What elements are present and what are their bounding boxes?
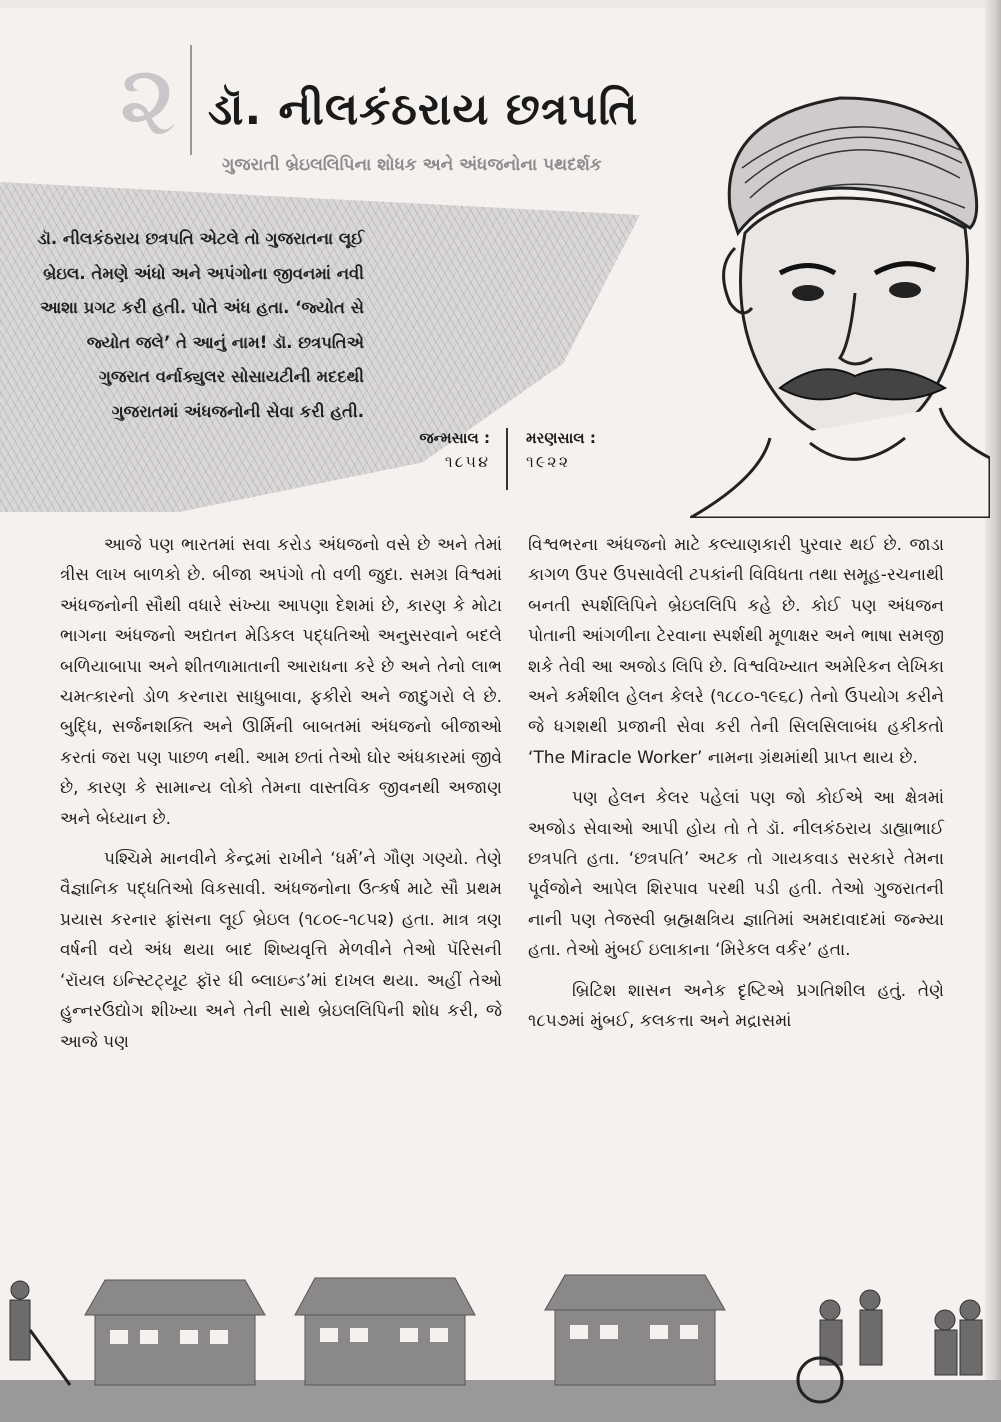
body-paragraph: પણ હેલન કેલર પહેલાં પણ જો કોઈએ આ ક્ષેત્રમાં અજોડ સેવાઓ આપી હોય તો તે ડૉ. નીલકંઠરાય ડાહ્યાભાઈ છત્રપતિ હતા. ‘છત્રપતિ’ અટક તો ગાયકવાડ સરકારે તેમના પૂર્વજોને આપેલ શિરપાવ પરથી પડી હતી. તેઓ ગુજરાતની નાની પણ તેજસ્વી બ્રહ્મક્ષત્રિય જ્ઞાતિમાં અમદાવાદમાં જન્મ્યા હતા. તેઓ મુંબઈ ઇલાકાના ‘મિરેકલ વર્કર’ હતા. xyxy=(528,788,944,961)
body-paragraph: આજે પણ ભારતમાં સવા કરોડ અંધજનો વસે છે અને તેમાં ત્રીસ લાખ બાળકો છે. બીજા અપંગો તો વળી જુદા. સમગ્ર વિશ્વમાં અંધજનોની સૌથી વધારે સંખ્યા આપણા દેશમાં છે, કારણ કે મોટા ભાગના અંધજનો અદ્યતન મેડિકલ પદ્ધતિઓ અનુસરવાને બદલે બળિયાબાપા અને શીતળામાતાની આરાધના કરે છે અને તેનો લાભ ચમત્કારનો ડોળ કરનારા સાધુબાવા, ફકીરો અને જાદુગરો લે છે. બુદ્ધિ, સર્જનશક્તિ અને ઊર્મિની બાબતમાં અંધજનો બીજાઓ કરતાં જરા પણ પાછળ નથી. આમ છતાં તેઓ ઘોર અંધકારમાં જીવે છે, કારણ કે સામાન્ય લોકો તેમના વાસ્તવિક જીવનથી અજાણ અને બેધ્યાન છે. xyxy=(60,535,502,829)
intro-paragraph: ડૉ. નીલકંઠરાય છત્રપતિ એટલે તો ગુજરાતના લૂઈ બ્રેઇલ. તેમણે અંધો અને અપંગોના જીવનમાં નવી આશા પ્રગટ કરી હતી. પોતે અંધ હતા. ‘જ્યોત સે જ્યોત જલે’ તે આનું નામ! ડૉ. છત્રપતિએ ગુજરાત વર્નાક્યુલર સોસાયટીની મદદથી ગુજરાતમાં અંધજનોની સેવા કરી હતી. xyxy=(37,229,364,421)
page-title: ડૉ. નીલકંઠરાય છત્રપતિ xyxy=(208,84,639,135)
body-column-left xyxy=(60,530,502,1067)
page-subtitle: ગુજરાતી બ્રેઇલલિપિના શોધક અને અંધજનોના પથદર્શક xyxy=(222,155,602,175)
body-paragraph: પશ્ચિમે માનવીને કેન્દ્રમાં રાખીને ‘ધર્મ’ને ગૌણ ગણ્યો. તેણે વૈજ્ઞાનિક પદ્ધતિઓ વિકસાવી. અંધજનોના ઉત્કર્ષ માટે સૌ પ્રથમ પ્રયાસ કરનાર ફ્રાંસના લૂઈ બ્રેઇલ (૧૮૦૯-૧૮૫૨) હતા. માત્ર ત્રણ વર્ષની વયે અંધ થયા બાદ શિષ્યવૃત્તિ મેળવીને તેઓ પૅરિસની ‘રૉયલ ઇન્સ્ટિટ્યૂટ ફૉર ધી બ્લાઇન્ડ’માં દાખલ થયા. અહીં તેઓ હુન્નરઉદ્યોગ શીખ્યા અને તેની સાથે બ્રેઇલલિપિની શોધ કરી, જે આજે પણ xyxy=(60,849,502,1052)
birth-year: ૧૮૫૪ xyxy=(444,452,490,471)
body-paragraph: વિશ્વભરના અંધજનો માટે કલ્યાણકારી પુરવાર થઈ છે. જાડા કાગળ ઉપર ઉપસાવેલી ટપકાંની વિવિધતા તથા સમૂહ-રચનાથી બનતી સ્પર્શલિપિને બ્રેઇલલિપિ કહે છે. કોઈ પણ અંધજન પોતાની આંગળીના ટેરવાના સ્પર્શથી મૂળાક્ષર અને ભાષા સમજી શકે તેવી આ અજોડ લિપિ છે. વિશ્વવિખ્યાત અમેરિકન લેખિકા અને કર્મશીલ હેલન કેલરે (૧૮૮૦-૧૯૬૮) તેનો ઉપયોગ કરીને જે ધગશથી પ્રજાની સેવા કરી તેની સિલસિલાબંધ હકીકતો ‘The Miracle Worker’ નામના ગ્રંથમાંથી પ્રાપ્ત થાય છે. xyxy=(528,535,944,768)
body-column-right xyxy=(528,530,944,1047)
chapter-number: ૨ xyxy=(118,41,178,158)
death-year-box xyxy=(526,426,646,474)
footer-illustration xyxy=(0,1250,1001,1422)
body-paragraph: બ્રિટિશ શાસન અનેક દૃષ્ટિએ પ્રગતિશીલ હતું. તેણે ૧૮૫૭માં મુંબઈ, કલકત્તા અને મદ્રાસમાં xyxy=(528,980,944,1032)
page-top-edge xyxy=(0,0,1001,8)
year-divider xyxy=(506,428,508,490)
portrait-illustration xyxy=(690,58,990,518)
birth-label: જન્મસાલ : xyxy=(419,429,490,447)
death-label: મરણસાલ : xyxy=(526,429,596,447)
death-year: ૧૯૨૨ xyxy=(526,452,571,471)
title-divider xyxy=(190,45,192,155)
birth-year-box xyxy=(386,426,490,474)
